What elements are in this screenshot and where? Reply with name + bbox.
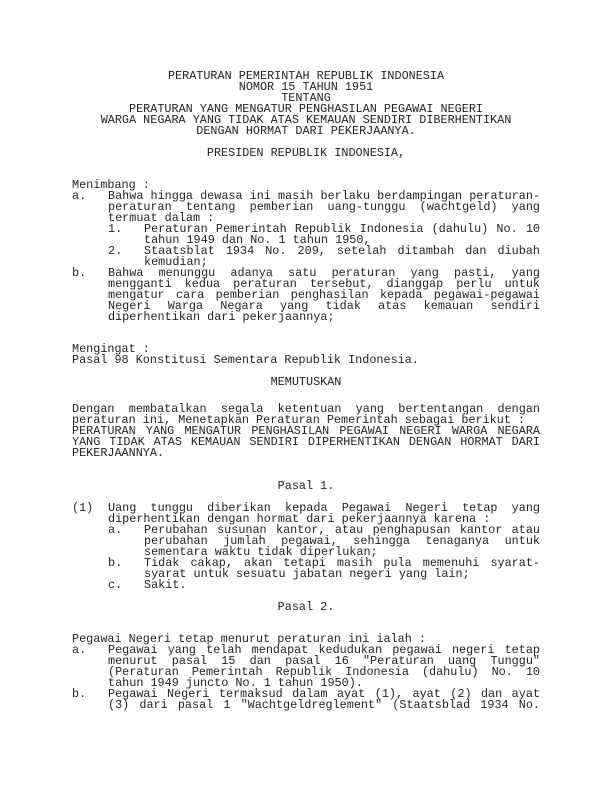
menimbang-a-line-3: termuat dalam :: [108, 211, 215, 225]
menimbang-a-line-2: peraturan tentang pemberian uang-tunggu (wachtgeld) yang: [108, 200, 540, 214]
pasal-2-b-line-1: Pegawai Negeri termaksud dalam ayat (1), ayat (2) dan ayat: [108, 687, 540, 701]
menimbang-a-2-line-1: Staatsblat 1934 No. 209, setelah ditambah dan diubah: [144, 244, 540, 258]
pasal-2-a-line-2: menurut pasal 15 dan pasal 16 "Peraturan uang Tunggu": [108, 654, 540, 668]
pasal-1-line-1: Uang tunggu diberikan kepada Pegawai Negeri tetap yang: [108, 501, 540, 515]
pasal-1-b-marker: b.: [108, 556, 123, 570]
menimbang-b-line-3: mengatur cara pemberian penghasilan kepada pegawai-pegawai: [108, 288, 540, 302]
pasal-1-b-line-1: Tidak cakap, akan tetapi masih pula memenuhi syarat-: [144, 556, 540, 570]
pasal-1-a-line-1: Perubahan susunan kantor, atau penghapusan kantor atau: [144, 523, 540, 537]
menimbang-a-1-line-2: tahun 1949 dan No. 1 tahun 1950,: [144, 233, 371, 247]
memutuskan-line-2: peraturan ini, Menetapkan Peraturan Pemerintah sebagai berikut :: [72, 413, 526, 427]
menimbang-b-line-5: diperhentikan dari pekerjaannya;: [108, 310, 335, 324]
title-line-3: TENTANG: [281, 91, 331, 105]
memutuskan-line-5: PEKERJAANNYA.: [72, 446, 165, 460]
title-line-5: WARGA NEGARA YANG TIDAK ATAS KEMAUAN SENDIRI DIBERHENTIKAN: [100, 113, 512, 127]
pasal-1-c-marker: c.: [108, 578, 123, 592]
memutuskan-heading: MEMUTUSKAN: [270, 375, 342, 389]
menimbang-b-line-2: mengganti kedua peraturan tersebut, dianggap perlu untuk: [108, 277, 540, 291]
title-line-4: PERATURAN YANG MENGATUR PENGHASILAN PEGAWAI NEGERI: [129, 102, 483, 116]
pasal-2-b-marker: b.: [72, 687, 87, 701]
pasal-1-ayat-marker: (1): [72, 501, 94, 515]
pasal-2-a-line-1: Pegawai yang telah mendapat kedudukan pegawai negeri tetap: [108, 643, 540, 657]
pasal-2-a-marker: a.: [72, 643, 87, 657]
pasal-1-b-line-2: syarat untuk sesuatu jabatan negeri yang lain;: [144, 567, 470, 581]
menimbang-a-1-line-1: Peraturan Pemerintah Republik Indonesia (dahulu) No. 10: [144, 222, 540, 236]
mengingat-label: Mengingat :: [72, 342, 150, 356]
menimbang-a-2-line-2: kemudian;: [144, 255, 208, 269]
memutuskan-line-1: Dengan membatalkan segala ketentuan yang bertentangan dengan: [72, 402, 540, 416]
title-line-2: NOMOR 15 TAHUN 1951: [238, 80, 374, 94]
menimbang-a-2-marker: 2.: [108, 244, 123, 258]
pasal-2-a-line-4: tahun 1949 juncto No. 1 tahun 1950).: [108, 676, 363, 690]
memutuskan-line-3: PERATURAN YANG MENGATUR PENGHASILAN PEGAWAI NEGERI WARGA NEGARA: [72, 424, 540, 438]
menimbang-label: Menimbang :: [72, 178, 150, 192]
title-line-1: PERATURAN PEMERINTAH REPUBLIK INDONESIA: [167, 69, 445, 83]
pasal-1-c-line-1: Sakit.: [144, 578, 187, 592]
pasal-1-a-marker: a.: [108, 523, 123, 537]
menimbang-b-line-1: Bahwa menunggu adanya satu peraturan yang pasti, yang: [108, 266, 540, 280]
menimbang-a-line-1: Bahwa hingga dewasa ini masih berlaku berdampingan peraturan-: [108, 189, 540, 203]
pasal-1-a-line-3: sementara waktu tidak diperlukan;: [144, 545, 378, 559]
memutuskan-line-4: YANG TIDAK ATAS KEMAUAN SENDIRI DIPERHENTIKAN DENGAN HORMAT DARI: [72, 435, 540, 449]
pasal-1-heading: Pasal 1.: [277, 479, 335, 493]
menimbang-a-marker: a.: [72, 189, 87, 203]
president-heading: PRESIDEN REPUBLIK INDONESIA,: [206, 146, 406, 160]
title-line-6: DENGAN HORMAT DARI PEKERJAANYA.: [196, 124, 416, 138]
pasal-2-a-line-3: (Peraturan Pemerintah Republik Indonesia (dahulu) No. 10: [108, 665, 540, 679]
pasal-2-intro: Pegawai Negeri tetap menurut peraturan ini ialah :: [72, 632, 426, 646]
mengingat-text: Pasal 98 Konstitusi Sementara Republik Indonesia.: [72, 353, 419, 367]
pasal-2-b-line-2: (3) dari pasal 1 "Wachtgeldreglement" (Staatsblad 1934 No.: [108, 698, 540, 712]
pasal-1-a-line-2: perubahan jumlah pegawai, sehingga tenaganya untuk: [144, 534, 540, 548]
menimbang-b-marker: b.: [72, 266, 87, 280]
menimbang-b-line-4: Negeri Warga Negara yang tidak atas kemauan sendiri: [108, 299, 540, 313]
pasal-2-heading: Pasal 2.: [277, 600, 335, 614]
pasal-1-line-2: diperhentikan dengan hormat dari pekerjaannya karena :: [108, 512, 491, 526]
menimbang-a-1-marker: 1.: [108, 222, 123, 236]
